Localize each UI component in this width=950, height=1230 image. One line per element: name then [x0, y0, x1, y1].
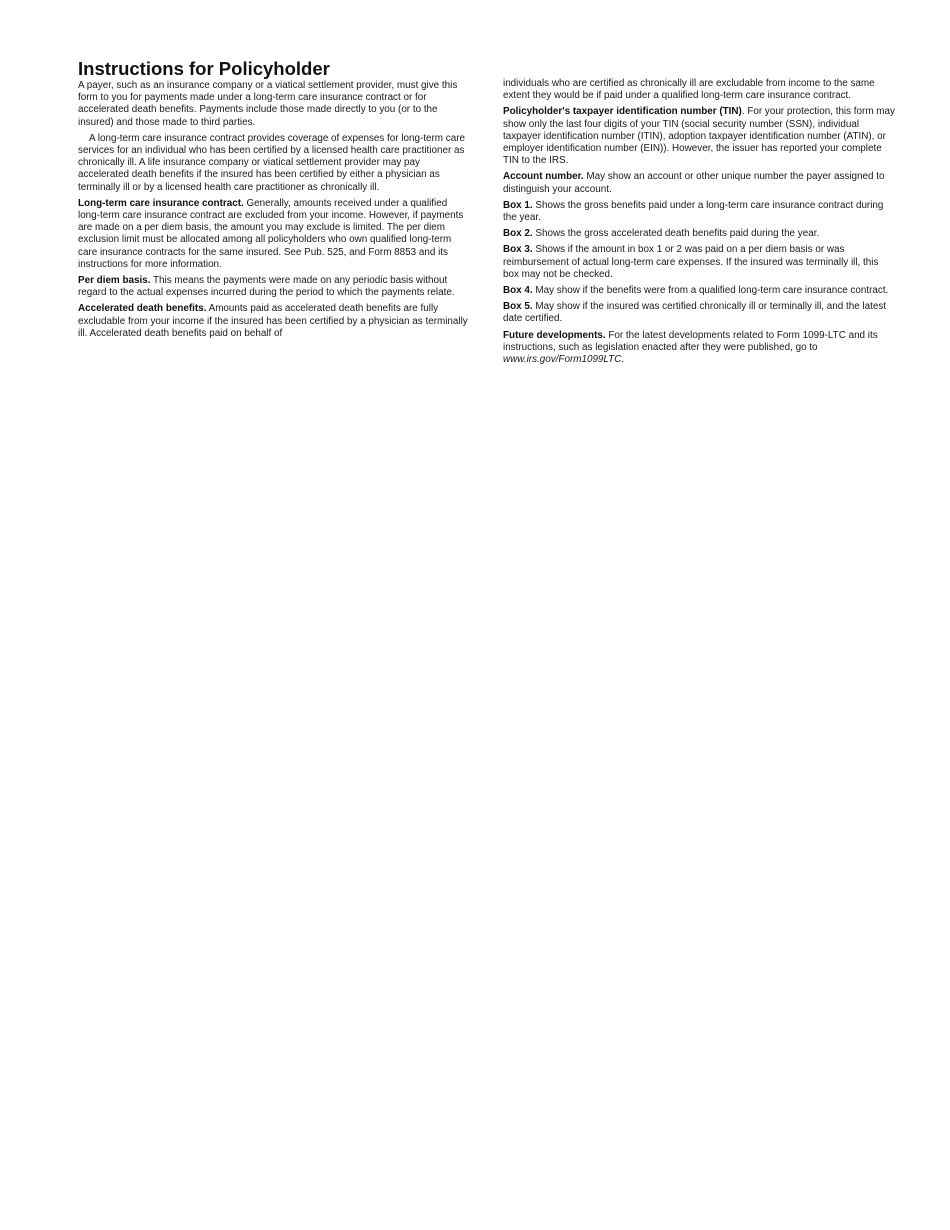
box3-text: Shows if the amount in box 1 or 2 was paid on a per diem basis or was reimbursement of actual long-term care expenses. If the insured was terminally ill, this box may not be checked.	[503, 244, 879, 280]
box4-heading: Box 4.	[503, 285, 533, 297]
per-diem-heading: Per diem basis.	[78, 275, 151, 287]
future-end: .	[621, 354, 625, 366]
box2-heading: Box 2.	[503, 228, 533, 240]
box4-text: May show if the benefits were from a qualified long-term care insurance contract.	[532, 285, 889, 297]
right-column	[503, 78, 895, 370]
tin-text: . For your protection, this form may show only the last four digits of your TIN (social security number (SSN), individual taxpayer identification number (ITIN), adoption taxpayer identification number (ATIN), or employer identification number (EIN)). However, the issuer has reported your complete TIN to the IRS.	[503, 106, 895, 167]
account-paragraph	[503, 171, 895, 195]
box5-paragraph	[503, 301, 895, 325]
ltc-contract-paragraph	[78, 198, 470, 271]
left-column	[78, 80, 470, 344]
intro-paragraph: A payer, such as an insurance company or a viatical settlement provider, must give this form to you for payments made under a long-term care insurance contract or for accelerated death benefits. Payments include those made directly to you (or to the insured) and those made to third parties.	[78, 80, 458, 128]
box2-paragraph	[503, 228, 895, 240]
box5-heading: Box 5.	[503, 301, 533, 313]
box1-paragraph	[503, 200, 895, 224]
adb-text: Amounts paid as accelerated death benefits are fully excludable from your income if the insured has been certified by a physician as terminally ill. Accelerated death benefits paid on behalf of	[78, 303, 468, 339]
ltc-overview-paragraph: A long-term care insurance contract provides coverage of expenses for long-term care services for an individual who has been certified by a licensed health care practitioner as chronically ill. A life insurance company or viatical settlement provider may pay accelerated death benefits if the insured has been certified by either a physician as terminally ill or by a licensed health care practitioner as chronically ill.	[78, 132, 465, 193]
box1-text: Shows the gross benefits paid under a long-term care insurance contract during the year.	[503, 199, 884, 224]
tin-heading: Policyholder's taxpayer identification number (TIN)	[503, 106, 742, 118]
box5-text: May show if the insured was certified chronically ill or terminally ill, and the latest date certified.	[503, 301, 887, 325]
box3-heading: Box 3.	[503, 244, 533, 256]
future-text: For the latest developments related to Form 1099-LTC and its instructions, such as legislation enacted after they were published, go to	[503, 329, 878, 353]
account-text: May show an account or other unique number the payer assigned to distinguish your account.	[503, 171, 885, 195]
per-diem-paragraph	[78, 275, 470, 299]
tin-paragraph	[503, 106, 895, 167]
future-developments-paragraph	[503, 330, 895, 367]
adb-continued-paragraph: individuals who are certified as chronically ill are excludable from income to the same extent they would be if paid under a qualified long-term care insurance contract.	[503, 78, 875, 102]
adb-heading: Accelerated death benefits.	[78, 303, 207, 315]
account-heading: Account number.	[503, 171, 584, 183]
box1-heading: Box 1.	[503, 199, 533, 211]
adb-paragraph	[78, 303, 470, 340]
box4-paragraph	[503, 285, 895, 297]
page-title: Instructions for Policyholder	[78, 58, 330, 79]
future-heading: Future developments.	[503, 329, 606, 341]
box2-text: Shows the gross accelerated death benefits paid during the year.	[532, 228, 820, 240]
irs-url-link[interactable]: www.irs.gov/Form1099LTC	[503, 354, 622, 366]
ltc-contract-text: Generally, amounts received under a qualified long-term care insurance contract are excluded from your income. However, if payments are made on a per diem basis, the amount you may exclude is limited. The per diem exclusion limit must be allocated among all policyholders who own qualified long-term care insurance contracts for the same insured. See Pub. 525, and Form 8853 and its instructions for more information.	[78, 197, 464, 270]
per-diem-text: This means the payments were made on any periodic basis without regard to the actual expenses incurred during the period to which the payments relate.	[78, 275, 455, 299]
ltc-contract-heading: Long-term care insurance contract.	[78, 197, 244, 209]
box3-paragraph	[503, 244, 895, 281]
